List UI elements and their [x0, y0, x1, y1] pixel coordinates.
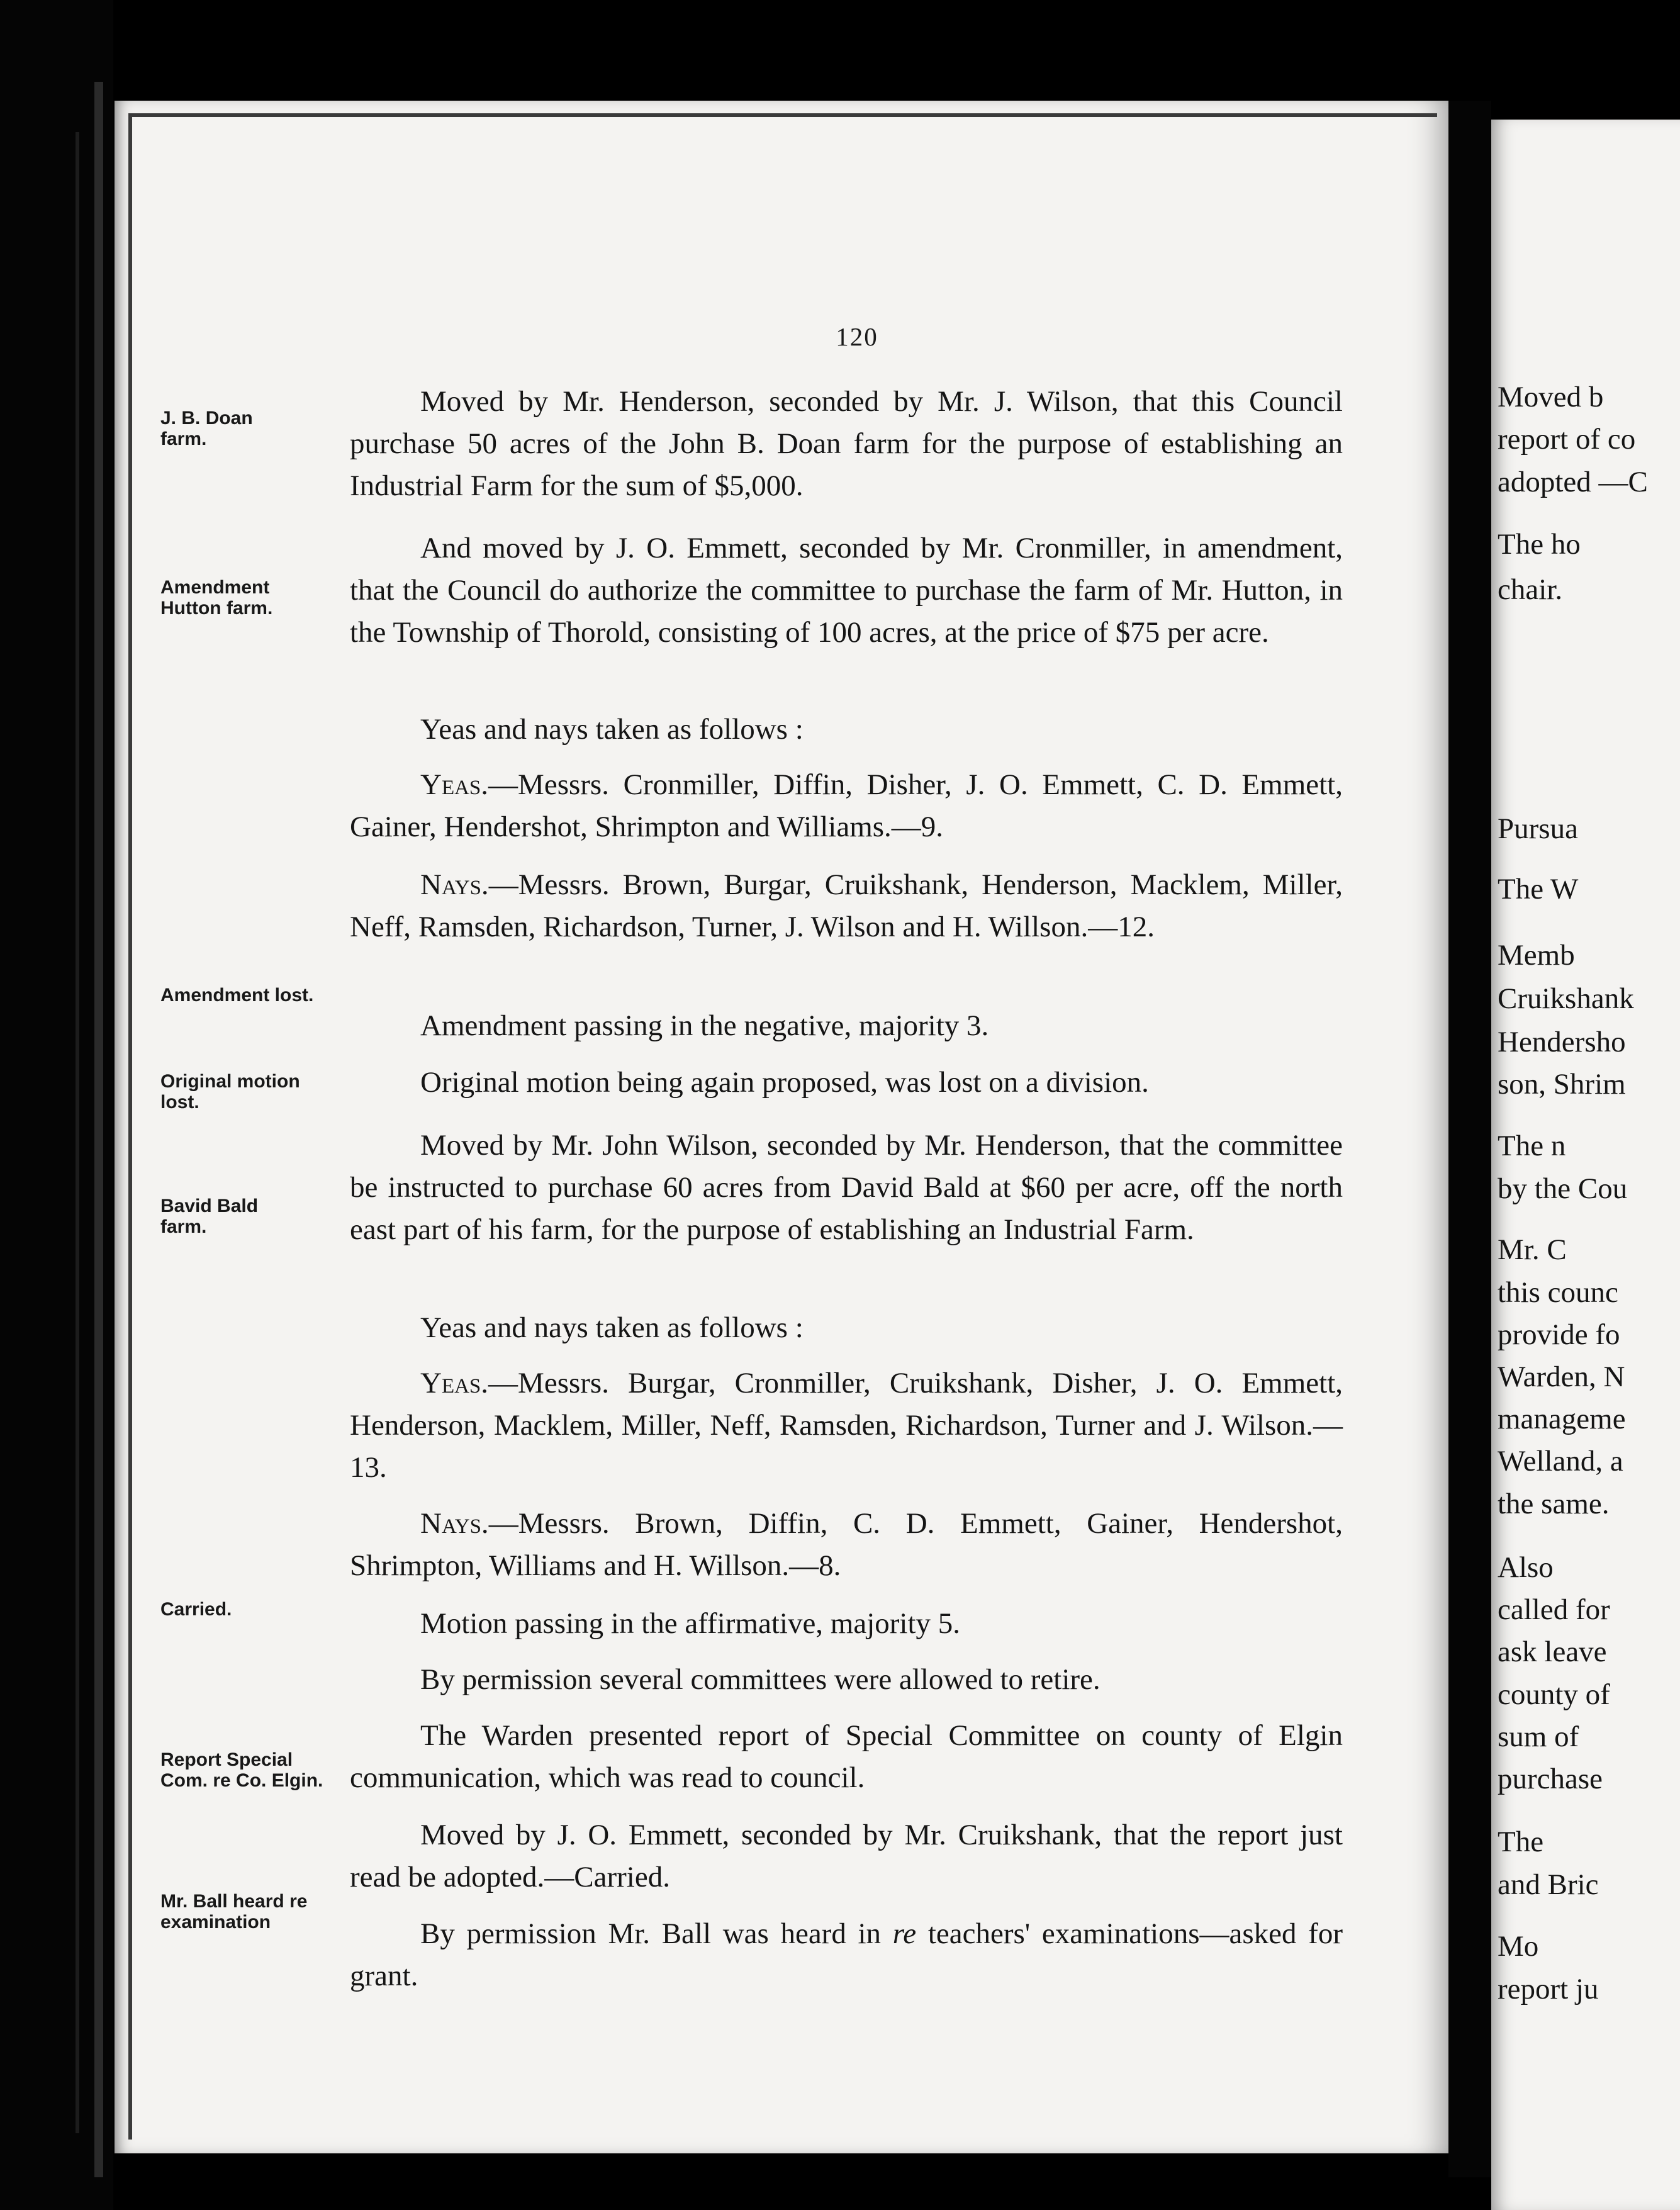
- italic-re: re: [892, 1917, 917, 1950]
- paragraph: Yeas and nays taken as follows :: [420, 1311, 804, 1344]
- right-page-line: purchase: [1498, 1763, 1603, 1795]
- paragraph: [350, 864, 1343, 948]
- margin-note-original-lost: Original motion lost.: [160, 1071, 300, 1113]
- right-page-line: Warden, N: [1498, 1360, 1625, 1393]
- right-page-line: county of: [1498, 1678, 1610, 1711]
- paragraph: Original motion being again proposed, was lost on a division.: [420, 1066, 1149, 1099]
- right-page-line: The: [1498, 1826, 1544, 1858]
- page-top-border: [128, 113, 1437, 117]
- margin-note-amendment-lost: Amendment lost.: [160, 985, 314, 1006]
- paragraph: Motion passing in the affirmative, majority 5.: [420, 1607, 961, 1640]
- margin-note-bald-farm: Bavid Bald farm.: [160, 1196, 259, 1237]
- paragraph: [350, 1503, 1343, 1587]
- right-page-line: The W: [1498, 873, 1579, 906]
- right-page-line: the same.: [1498, 1488, 1610, 1520]
- nays-label: Nays.: [420, 1507, 489, 1540]
- right-page-line: called for: [1498, 1593, 1610, 1626]
- right-page-line: report ju: [1498, 1973, 1599, 2005]
- right-page-line: provide fo: [1498, 1318, 1620, 1351]
- right-page-line: sum of: [1498, 1720, 1579, 1753]
- right-page-line: ask leave: [1498, 1635, 1607, 1668]
- right-page-line: The ho: [1498, 528, 1581, 561]
- right-page-line: report of co: [1498, 423, 1636, 456]
- right-page-line: Hendersho: [1498, 1026, 1626, 1058]
- page-left-border: [128, 113, 132, 2140]
- paragraph: By permission several committees were allowed to retire.: [420, 1663, 1100, 1696]
- text-run: teachers' examinations—asked for grant.: [350, 1917, 1343, 1992]
- margin-note-report-special: Report Special Com. re Co. Elgin.: [160, 1749, 323, 1791]
- spine-line: [94, 82, 103, 2177]
- paragraph: The Warden presented report of Special Committee on county of Elgin communication, which was read to council.: [350, 1719, 1343, 1794]
- right-page-line: by the Cou: [1498, 1172, 1628, 1205]
- yeas-list: —Messrs. Cronmiller, Diffin, Disher, J. O. Emmett, C. D. Emmett, Gainer, Hendershot, Shrimpton and Williams.—9.: [350, 768, 1343, 843]
- paragraph: [350, 764, 1343, 848]
- paragraph: Yeas and nays taken as follows :: [420, 713, 804, 746]
- yeas-label: Yeas.: [420, 768, 489, 801]
- paragraph: Amendment passing in the negative, majority 3.: [420, 1009, 989, 1042]
- page-number: 120: [836, 322, 878, 351]
- right-page-line: Also: [1498, 1551, 1554, 1584]
- yeas-list: —Messrs. Burgar, Cronmiller, Cruikshank, Disher, J. O. Emmett, Henderson, Macklem, Miller, Neff, Ramsden, Richardson, Turner and J. Wilson.—13.: [350, 1367, 1343, 1484]
- right-page-line: The n: [1498, 1130, 1566, 1162]
- right-page-line: chair.: [1498, 573, 1563, 606]
- right-page-line: Pursua: [1498, 812, 1578, 845]
- right-page-line: adopted —C: [1498, 466, 1648, 498]
- margin-note-carried: Carried.: [160, 1599, 232, 1620]
- right-page-line: Mo: [1498, 1930, 1539, 1963]
- margin-note-ball-heard: Mr. Ball heard re examination: [160, 1891, 308, 1932]
- right-page-line: Moved b: [1498, 381, 1604, 413]
- right-page-line: and Bric: [1498, 1868, 1599, 1901]
- margin-note-hutton-farm: Amendment Hutton farm.: [160, 577, 273, 619]
- paragraph: Moved by J. O. Emmett, seconded by Mr. Cruikshank, that the report just read be adopted.—Carried.: [350, 1819, 1343, 1893]
- right-page-line: son, Shrim: [1498, 1068, 1626, 1101]
- paragraph: Moved by Mr. John Wilson, seconded by Mr. Henderson, that the committee be instructed to purchase 60 acres from David Bald at $60 per acre, off the north east part of his farm, for the purpose of establishing an Industrial Farm.: [350, 1129, 1343, 1246]
- spine-line-inner: [76, 132, 79, 2133]
- yeas-label: Yeas.: [420, 1367, 489, 1399]
- paragraph: And moved by J. O. Emmett, seconded by Mr. Cronmiller, in amendment, that the Council do authorize the committee to purchase the farm of Mr. Hutton, in the Township of Thorold, consisting of 100 acres, at the price of $75 per acre.: [350, 532, 1343, 649]
- right-page-line: this counc: [1498, 1276, 1618, 1309]
- paragraph: [350, 1913, 1343, 1997]
- book-gutter: [1448, 101, 1491, 2177]
- nays-list: —Messrs. Brown, Diffin, C. D. Emmett, Gainer, Hendershot, Shrimpton, Williams and H. Willson.—8.: [350, 1507, 1343, 1582]
- right-page-line: Mr. C: [1498, 1233, 1567, 1266]
- right-page-line: Memb: [1498, 939, 1575, 972]
- nays-list: —Messrs. Brown, Burgar, Cruikshank, Henderson, Macklem, Miller, Neff, Ramsden, Richardson, Turner, J. Wilson and H. Willson.—12.: [350, 868, 1343, 943]
- paragraph: [350, 1362, 1343, 1489]
- right-page-line: Cruikshank: [1498, 982, 1634, 1015]
- text-run: By permission Mr. Ball was heard in: [420, 1917, 893, 1950]
- right-page-line: Welland, a: [1498, 1445, 1623, 1478]
- nays-label: Nays.: [420, 868, 489, 901]
- right-page-line: manageme: [1498, 1403, 1626, 1435]
- paragraph: Moved by Mr. Henderson, seconded by Mr. J. Wilson, that this Council purchase 50 acres of the John B. Doan farm for the purpose of establishing an Industrial Farm for the sum of $5,000.: [350, 385, 1343, 502]
- margin-note-doan-farm: J. B. Doan farm.: [160, 408, 253, 449]
